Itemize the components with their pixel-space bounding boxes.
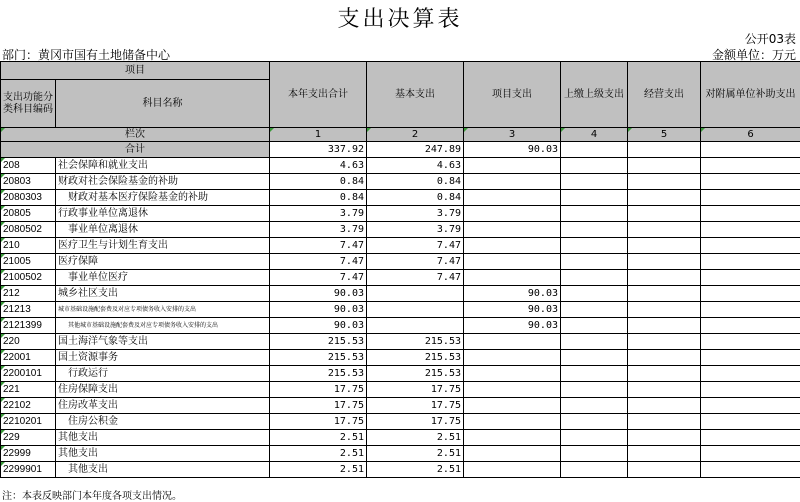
row-project — [464, 462, 561, 478]
row-operation — [628, 414, 701, 430]
row-project — [464, 446, 561, 462]
row-subsidy — [701, 446, 800, 462]
row-total: 7.47 — [270, 254, 367, 270]
row-name: 住房改革支出 — [56, 398, 270, 414]
row-basic: 3.79 — [367, 206, 464, 222]
header-group-project: 项目 — [1, 62, 270, 80]
row-remit — [561, 174, 628, 190]
row-project — [464, 270, 561, 286]
table-row — [1, 238, 800, 254]
row-basic: 0.84 — [367, 190, 464, 206]
row-subsidy — [701, 462, 800, 478]
row-total: 7.47 — [270, 270, 367, 286]
row-operation — [628, 382, 701, 398]
table-row — [1, 414, 800, 430]
order-num-3: 3 — [464, 128, 561, 142]
table-row — [1, 206, 800, 222]
order-num-2: 2 — [367, 128, 464, 142]
total-row — [1, 142, 800, 158]
row-basic: 17.75 — [367, 382, 464, 398]
row-remit — [561, 414, 628, 430]
row-subsidy — [701, 414, 800, 430]
row-remit — [561, 270, 628, 286]
header-col-project: 项目支出 — [464, 62, 561, 128]
row-name: 其他城市基础设施配套费及对应专项债务收入安排的支出 — [56, 318, 270, 334]
row-name: 事业单位离退休 — [56, 222, 270, 238]
row-basic: 2.51 — [367, 430, 464, 446]
table-row — [1, 158, 800, 174]
row-subsidy — [701, 350, 800, 366]
row-project — [464, 158, 561, 174]
order-num-1: 1 — [270, 128, 367, 142]
row-name: 住房保障支出 — [56, 382, 270, 398]
form-number: 公开03表 — [745, 30, 796, 47]
row-name: 城市基础设施配套费及对应专项债务收入安排的支出 — [56, 302, 270, 318]
amount-unit-label: 金额单位：万元 — [712, 46, 796, 63]
header-col-operation: 经营支出 — [628, 62, 701, 128]
row-remit — [561, 366, 628, 382]
row-operation — [628, 446, 701, 462]
header-code: 支出功能分类科目编码 — [1, 80, 56, 128]
row-remit — [561, 190, 628, 206]
table-row — [1, 222, 800, 238]
table-row — [1, 286, 800, 302]
footnote: 注：本表反映部门本年度各项支出情况。 — [2, 487, 182, 502]
row-project — [464, 366, 561, 382]
row-operation — [628, 222, 701, 238]
row-total: 17.75 — [270, 398, 367, 414]
row-code: 2100502 — [1, 270, 56, 286]
row-total: 7.47 — [270, 238, 367, 254]
row-subsidy — [701, 430, 800, 446]
row-name: 其他支出 — [56, 462, 270, 478]
row-name: 国土海洋气象等支出 — [56, 334, 270, 350]
row-name: 财政对社会保险基金的补助 — [56, 174, 270, 190]
row-project — [464, 174, 561, 190]
table-row — [1, 334, 800, 350]
row-subsidy — [701, 286, 800, 302]
row-project — [464, 222, 561, 238]
row-subsidy — [701, 270, 800, 286]
row-operation — [628, 238, 701, 254]
row-subsidy — [701, 254, 800, 270]
row-total: 215.53 — [270, 366, 367, 382]
row-name: 医疗保障 — [56, 254, 270, 270]
row-basic — [367, 302, 464, 318]
row-total: 215.53 — [270, 334, 367, 350]
total-label: 合计 — [1, 142, 270, 158]
row-operation — [628, 462, 701, 478]
row-subsidy — [701, 222, 800, 238]
row-code: 21213 — [1, 302, 56, 318]
row-project: 90.03 — [464, 302, 561, 318]
row-code: 220 — [1, 334, 56, 350]
row-code: 22999 — [1, 446, 56, 462]
table-row — [1, 462, 800, 478]
row-code: 20805 — [1, 206, 56, 222]
table-row — [1, 382, 800, 398]
row-code: 2080303 — [1, 190, 56, 206]
row-project — [464, 206, 561, 222]
row-total: 2.51 — [270, 446, 367, 462]
row-basic — [367, 286, 464, 302]
table-row — [1, 366, 800, 382]
row-name: 财政对基本医疗保险基金的补助 — [56, 190, 270, 206]
table-row — [1, 350, 800, 366]
total-basic: 247.89 — [367, 142, 464, 158]
row-project: 90.03 — [464, 286, 561, 302]
row-operation — [628, 430, 701, 446]
row-basic: 7.47 — [367, 254, 464, 270]
row-total: 17.75 — [270, 382, 367, 398]
row-remit — [561, 158, 628, 174]
row-basic — [367, 318, 464, 334]
row-code: 2121399 — [1, 318, 56, 334]
total-amount: 337.92 — [270, 142, 367, 158]
row-code: 2080502 — [1, 222, 56, 238]
table-row — [1, 270, 800, 286]
row-name: 行政运行 — [56, 366, 270, 382]
row-basic: 7.47 — [367, 238, 464, 254]
row-operation — [628, 366, 701, 382]
table-row — [1, 302, 800, 318]
row-operation — [628, 318, 701, 334]
order-num-6: 6 — [701, 128, 800, 142]
header-col-subsidy: 对附属单位补助支出 — [701, 62, 800, 128]
report-title: 支出决算表 — [0, 2, 800, 33]
row-project — [464, 190, 561, 206]
row-subsidy — [701, 366, 800, 382]
row-code: 212 — [1, 286, 56, 302]
row-remit — [561, 462, 628, 478]
row-remit — [561, 446, 628, 462]
row-project — [464, 398, 561, 414]
row-code: 208 — [1, 158, 56, 174]
row-project — [464, 414, 561, 430]
row-total: 90.03 — [270, 318, 367, 334]
row-subsidy — [701, 174, 800, 190]
row-name: 其他支出 — [56, 430, 270, 446]
row-remit — [561, 398, 628, 414]
row-code: 210 — [1, 238, 56, 254]
row-project — [464, 238, 561, 254]
row-subsidy — [701, 158, 800, 174]
header-col-basic: 基本支出 — [367, 62, 464, 128]
row-project: 90.03 — [464, 318, 561, 334]
row-code: 20803 — [1, 174, 56, 190]
row-code: 21005 — [1, 254, 56, 270]
row-basic: 2.51 — [367, 462, 464, 478]
row-name: 社会保障和就业支出 — [56, 158, 270, 174]
row-project — [464, 382, 561, 398]
row-name: 行政事业单位离退休 — [56, 206, 270, 222]
row-subsidy — [701, 398, 800, 414]
row-basic: 215.53 — [367, 334, 464, 350]
order-num-4: 4 — [561, 128, 628, 142]
header-name: 科目名称 — [56, 80, 270, 128]
row-basic: 0.84 — [367, 174, 464, 190]
row-basic: 3.79 — [367, 222, 464, 238]
department-label: 部门：黄冈市国有土地储备中心 — [2, 46, 170, 63]
row-code: 229 — [1, 430, 56, 446]
table-row — [1, 446, 800, 462]
expenditure-table — [0, 61, 800, 478]
row-remit — [561, 302, 628, 318]
row-subsidy — [701, 206, 800, 222]
row-basic: 7.47 — [367, 270, 464, 286]
row-name: 城乡社区支出 — [56, 286, 270, 302]
row-operation — [628, 302, 701, 318]
row-basic: 215.53 — [367, 350, 464, 366]
row-basic: 17.75 — [367, 398, 464, 414]
row-name: 医疗卫生与计划生育支出 — [56, 238, 270, 254]
row-code: 2210201 — [1, 414, 56, 430]
row-total: 0.84 — [270, 174, 367, 190]
row-operation — [628, 254, 701, 270]
row-code: 2299901 — [1, 462, 56, 478]
row-remit — [561, 334, 628, 350]
row-name: 国土资源事务 — [56, 350, 270, 366]
row-basic: 17.75 — [367, 414, 464, 430]
row-remit — [561, 206, 628, 222]
row-name: 住房公积金 — [56, 414, 270, 430]
row-remit — [561, 254, 628, 270]
row-subsidy — [701, 334, 800, 350]
row-remit — [561, 238, 628, 254]
row-operation — [628, 174, 701, 190]
row-project — [464, 350, 561, 366]
table-row — [1, 174, 800, 190]
header-col-total: 本年支出合计 — [270, 62, 367, 128]
row-remit — [561, 382, 628, 398]
row-code: 22102 — [1, 398, 56, 414]
table-row — [1, 318, 800, 334]
row-subsidy — [701, 238, 800, 254]
row-total: 2.51 — [270, 430, 367, 446]
table-row — [1, 254, 800, 270]
row-subsidy — [701, 190, 800, 206]
row-operation — [628, 190, 701, 206]
row-name: 事业单位医疗 — [56, 270, 270, 286]
row-remit — [561, 318, 628, 334]
row-total: 2.51 — [270, 462, 367, 478]
row-code: 221 — [1, 382, 56, 398]
row-subsidy — [701, 318, 800, 334]
row-operation — [628, 286, 701, 302]
table-row — [1, 190, 800, 206]
row-project — [464, 254, 561, 270]
row-operation — [628, 206, 701, 222]
order-num-5: 5 — [628, 128, 701, 142]
row-basic: 215.53 — [367, 366, 464, 382]
row-total: 4.63 — [270, 158, 367, 174]
row-project — [464, 430, 561, 446]
row-total: 3.79 — [270, 222, 367, 238]
table-row — [1, 430, 800, 446]
order-label: 栏次 — [1, 128, 270, 142]
row-total: 0.84 — [270, 190, 367, 206]
row-subsidy — [701, 382, 800, 398]
row-name: 其他支出 — [56, 446, 270, 462]
row-basic: 2.51 — [367, 446, 464, 462]
row-total: 17.75 — [270, 414, 367, 430]
row-remit — [561, 350, 628, 366]
row-code: 2200101 — [1, 366, 56, 382]
row-remit — [561, 222, 628, 238]
row-subsidy — [701, 302, 800, 318]
row-operation — [628, 158, 701, 174]
row-operation — [628, 270, 701, 286]
table-row — [1, 398, 800, 414]
row-project — [464, 334, 561, 350]
row-operation — [628, 334, 701, 350]
row-total: 90.03 — [270, 286, 367, 302]
row-total: 215.53 — [270, 350, 367, 366]
row-remit — [561, 430, 628, 446]
row-operation — [628, 350, 701, 366]
row-operation — [628, 398, 701, 414]
row-code: 22001 — [1, 350, 56, 366]
row-total: 90.03 — [270, 302, 367, 318]
row-remit — [561, 286, 628, 302]
total-project: 90.03 — [464, 142, 561, 158]
row-total: 3.79 — [270, 206, 367, 222]
header-col-remit-upper: 上缴上级支出 — [561, 62, 628, 128]
row-basic: 4.63 — [367, 158, 464, 174]
